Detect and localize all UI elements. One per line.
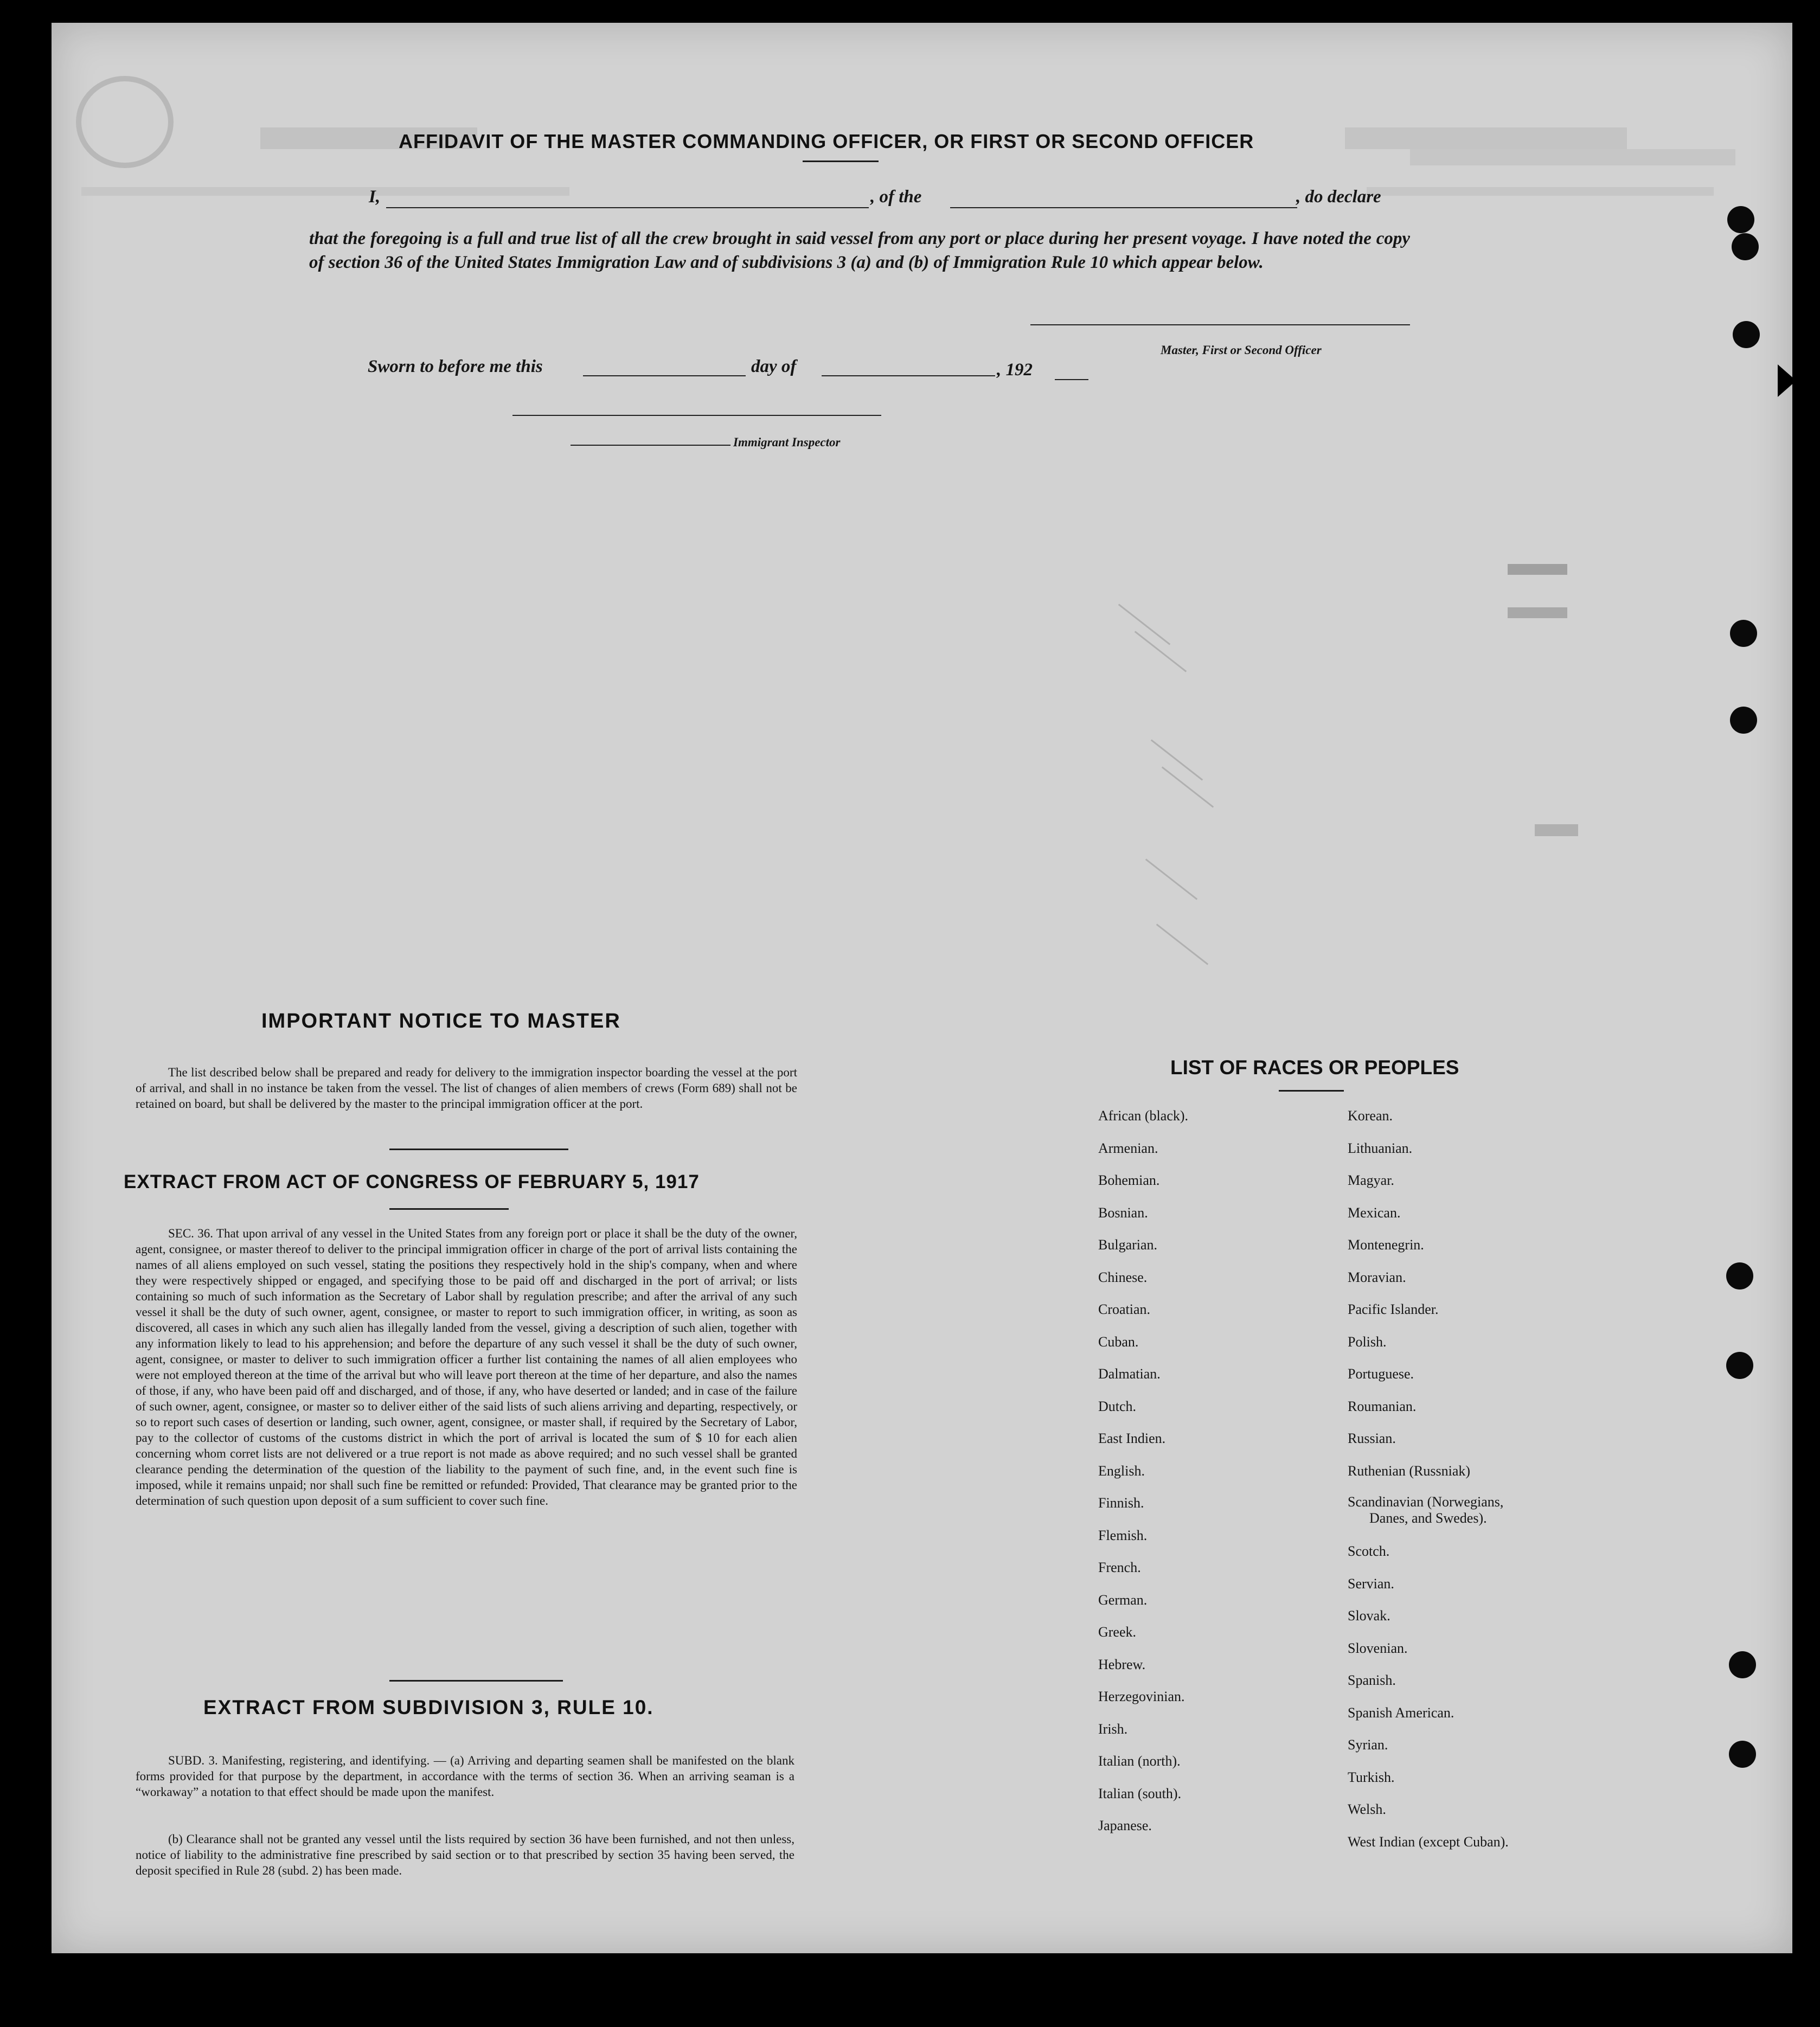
race-item: Cuban. <box>1098 1333 1139 1350</box>
race-item: Mexican. <box>1348 1204 1401 1221</box>
race-item: Scotch. <box>1348 1543 1390 1559</box>
race-item: Slovenian. <box>1348 1640 1408 1656</box>
race-item: Portuguese. <box>1348 1366 1414 1382</box>
race-item: Polish. <box>1348 1333 1387 1350</box>
race-item: Spanish American. <box>1348 1704 1454 1721</box>
race-item: Moravian. <box>1348 1269 1406 1285</box>
race-item: Chinese. <box>1098 1269 1148 1285</box>
punch-hole <box>1727 206 1754 233</box>
punch-hole <box>1729 1651 1756 1678</box>
bleed-through <box>1410 149 1735 165</box>
race-item: Bohemian. <box>1098 1172 1160 1188</box>
race-item: Scandinavian (Norwegians, <box>1348 1494 1504 1510</box>
subdivision-title: EXTRACT FROM SUBDIVISION 3, RULE 10. <box>203 1696 654 1718</box>
races-left-column <box>1098 1100 1188 1842</box>
day-blank[interactable] <box>583 375 746 376</box>
declaration-end: , do declare <box>1296 187 1381 207</box>
race-item: Bulgarian. <box>1098 1237 1158 1253</box>
declaration-of: , of the <box>870 187 922 207</box>
race-item: Roumanian. <box>1348 1398 1417 1414</box>
race-item: Greek. <box>1098 1624 1137 1640</box>
race-item: Irish. <box>1098 1721 1128 1737</box>
race-item: Armenian. <box>1098 1140 1158 1156</box>
race-item: Pacific Islander. <box>1348 1301 1439 1317</box>
bleed-through <box>1535 824 1578 836</box>
race-item: Korean. <box>1348 1108 1393 1124</box>
race-item: Bosnian. <box>1098 1204 1148 1221</box>
master-signature-line[interactable] <box>1030 324 1410 325</box>
year-blank[interactable] <box>1055 379 1088 380</box>
month-blank[interactable] <box>822 375 995 376</box>
punch-hole <box>1729 1741 1756 1768</box>
scan-edge <box>1796 0 1820 2027</box>
race-item: French. <box>1098 1560 1141 1575</box>
title-underline <box>803 161 879 162</box>
notice-text: The list described below shall be prepared and ready for delivery to the immigration inspector boarding the vessel at the port of arrival, and shall in no instance be taken from the vessel. The list of changes of alien members of crews (Form 689) shall not be retained on board, but shall be delivered by the master to the principal immigration officer at the port. <box>136 1066 797 1111</box>
affidavit-title: AFFIDAVIT OF THE MASTER COMMANDING OFFICER, OR FIRST OR SECOND OFFICER <box>399 130 1254 152</box>
act-title: EXTRACT FROM ACT OF CONGRESS OF FEBRUARY 5, 1917 <box>124 1171 700 1192</box>
punch-hole <box>1733 321 1760 348</box>
bleed-through <box>81 187 569 196</box>
race-item: Croatian. <box>1098 1301 1151 1317</box>
document-page <box>52 23 1792 1953</box>
subdivision-text-a: SUBD. 3. Manifesting, registering, and identifying. — (a) Arriving and departing seamen shall be manifested on the blank forms provided for that purpose by the department, in accordance with the terms of section 36. When an arriving seaman is a “workaway” a notation to that effect should be made upon the manifest. <box>136 1754 794 1799</box>
race-item: Italian (south). <box>1098 1785 1182 1801</box>
inspector-signature-label: Immigrant Inspector <box>733 435 841 449</box>
vessel-blank[interactable] <box>950 207 1297 208</box>
section-divider <box>389 1149 568 1150</box>
race-item: Dalmatian. <box>1098 1366 1161 1382</box>
subdivision-text-b: (b) Clearance shall not be granted any vessel until the lists required by section 36 have been furnished, and not then unless, notice of liability to the administrative fine prescribed by said section or to that prescribed by section 35 having been served, the deposit specified in Rule 28 (subd. 2) has been made. <box>136 1832 794 1877</box>
race-item: Flemish. <box>1098 1527 1148 1543</box>
bleed-through <box>1345 127 1627 149</box>
inspector-signature-line[interactable] <box>571 445 730 446</box>
race-item: Spanish. <box>1348 1672 1396 1688</box>
races-underline <box>1279 1090 1344 1092</box>
day-of-text: day of <box>751 357 797 376</box>
race-item: Dutch. <box>1098 1398 1137 1414</box>
race-item: Finnish. <box>1098 1495 1144 1511</box>
race-item: Italian (north). <box>1098 1753 1181 1769</box>
act-text: SEC. 36. That upon arrival of any vessel in the United States from any foreign port or place it shall be the duty of the owner, agent, consignee, or master thereof to deliver to the principal immigration officer in charge of the port of arrival lists containing the names of all aliens employed on such vessel, stating the positions they respectively hold in the ship's company, when and where they were respectively shipped or engaged, and specifying those to be paid off and discharged in the port of arrival; or lists containing so much of such information as the Secretary of Labor shall by regulation prescribe; and after the arrival of any such vessel it shall be the duty of such owner, agent, consignee, or master to report to such immigration officer, in writing, as soon as discovered, all cases in which any such alien has illegally landed from the vessel, giving a description of such alien, together with any information likely to lead to his apprehension; and before the departure of any such vessel it shall be the duty of such owner, agent, consignee, or master to deliver to such immigration officer a further list containing the names of all alien employees who were not employed thereon at the time of the arrival but who will leave port thereon at the time of her departure, and also the names of those, if any, who have been paid off and discharged, and of those, if any, who have deserted or landed; and in case of the failure of such owner, agent, consignee, or master so to deliver either of the said lists of such aliens arriving and departing, respectively, or so to report such cases of desertion or landing, such owner, agent, consignee, or master shall, if required by the Secretary of Labor, pay to the collector of customs of the customs district in which the port of arrival is located the sum of $ 10 for each alien concerning whom corret lists are not delivered or a true report is not made as above required; and no such vessel shall be granted clearance pending the determination of the question of the liability to the payment of such fine, and, in the event such fine is imposed, while it remains unpaid; nor shall such fine be remitted or refunded: Provided, That clearance may be granted prior to the determination of such question upon deposit of a sum sufficient to cover such fine. <box>136 1227 797 1508</box>
race-item: Montenegrin. <box>1348 1237 1424 1253</box>
section-divider <box>389 1680 563 1682</box>
punch-hole <box>1726 1262 1753 1290</box>
races-title: LIST OF RACES OR PEOPLES <box>1170 1056 1459 1079</box>
race-item: German. <box>1098 1592 1148 1608</box>
race-item: Syrian. <box>1348 1737 1388 1753</box>
punch-hole <box>1730 707 1757 734</box>
races-right-column <box>1348 1100 1509 1858</box>
inspector-upper-line <box>512 415 881 416</box>
bleed-through <box>1367 187 1714 196</box>
section-divider <box>389 1208 509 1210</box>
page-notch <box>1778 364 1796 397</box>
year-text: , 192 <box>997 360 1033 380</box>
race-item: Japanese. <box>1098 1818 1152 1833</box>
bleed-through <box>1508 607 1567 618</box>
race-item: East Indien. <box>1098 1431 1166 1446</box>
race-item: Hebrew. <box>1098 1656 1146 1672</box>
race-item: Herzegovinian. <box>1098 1689 1185 1704</box>
punch-hole <box>1732 233 1759 260</box>
race-item: Russian. <box>1348 1431 1396 1446</box>
affidavit-body: that the foregoing is a full and true list of all the crew brought in said vessel from any port or place during her present voyage. I have noted the copy of section 36 of the United States Immigration Law and of subdivisions 3 (a) and (b) of Immigration Rule 10 which appear below. <box>309 229 1410 272</box>
race-item: Ruthenian (Russniak) <box>1348 1462 1471 1479</box>
race-item: English. <box>1098 1462 1145 1479</box>
race-item: Lithuanian. <box>1348 1140 1413 1156</box>
master-signature-label: Master, First or Second Officer <box>1161 343 1322 357</box>
declaration-i: I, <box>369 187 381 207</box>
punch-hole <box>1726 1352 1753 1379</box>
punch-hole <box>1730 620 1757 647</box>
race-item: Turkish. <box>1348 1769 1395 1785</box>
sworn-text: Sworn to before me this <box>368 357 543 376</box>
race-item-continuation: Danes, and Swedes). <box>1369 1510 1487 1526</box>
race-item: Slovak. <box>1348 1608 1390 1624</box>
race-item: Servian. <box>1348 1575 1394 1592</box>
bleed-through <box>1508 564 1567 575</box>
name-blank[interactable] <box>386 207 869 208</box>
race-item: Welsh. <box>1348 1801 1386 1817</box>
race-item: West Indian (except Cuban). <box>1348 1833 1509 1850</box>
notice-title: IMPORTANT NOTICE TO MASTER <box>261 1010 621 1032</box>
bleed-through <box>76 76 174 168</box>
race-item: Magyar. <box>1348 1172 1394 1188</box>
race-item: African (black). <box>1098 1108 1189 1124</box>
